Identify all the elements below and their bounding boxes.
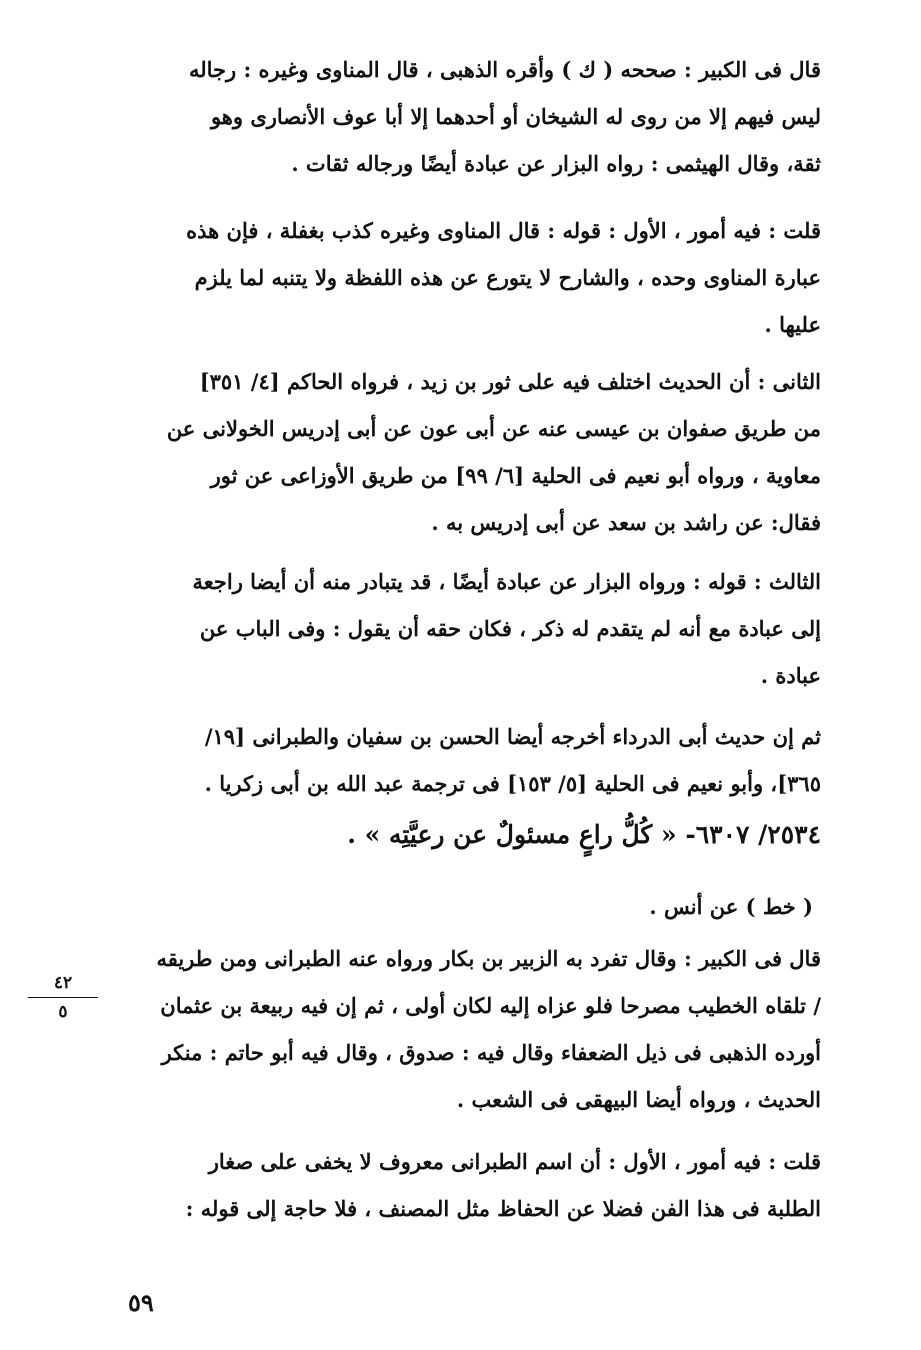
text-line: الطلبة فى هذا الفن فضلا عن الحفاظ مثل المصنف ، فلا حاجة إلى قوله :: [185, 1196, 821, 1221]
page-number: ٥٩: [128, 1288, 154, 1317]
margin-reference-top: ٤٢: [53, 973, 73, 993]
text-line: ( خط ) عن أنس .: [649, 894, 813, 919]
text-line: قال فى الكبير : وقال تفرد به الزبير بن بكار ورواه عنه الطبرانى ومن طريقه: [156, 946, 821, 971]
text-line: الثانى : أن الحديث اختلف فيه على ثور بن زيد ، فرواه الحاكم [٤/ ٣٥١]: [199, 369, 821, 394]
text-line: عبارة المناوى وحده ، والشارح لا يتورع عن هذه اللفظة ولا يتنبه لما يلزم: [194, 265, 821, 290]
paragraph-qult-umur: [95, 207, 821, 348]
text-line: ليس فيهم إلا من روى له الشيخان أو أحدهما إلا أبا عوف الأنصارى وهو: [210, 104, 821, 129]
paragraph-kabir-tafarrud: [95, 935, 821, 1123]
paragraph-qult-tabarani: [95, 1138, 821, 1232]
text-line: إلى عبادة مع أنه لم يتقدم له ذكر ، فكان حقه أن يقول : وفى الباب عن: [199, 616, 821, 641]
text-line: / تلقاه الخطيب مصرحا فلو عزاه إليه لكان أولى ، ثم إن فيه ربيعة بن عثمان: [160, 993, 821, 1018]
text-line: الحديث ، ورواه أيضا البيهقى فى الشعب .: [456, 1087, 821, 1112]
paragraph-thani: [95, 358, 821, 546]
text-line: ثم إن حديث أبى الدرداء أخرجه أيضا الحسن بن سفيان والطبرانى [١٩/: [204, 724, 821, 749]
text-line: أورده الذهبى فى ذيل الضعفاء وقال فيه : صدوق ، وقال فيه أبو حاتم : منكر: [161, 1040, 821, 1065]
text-line: ٣٦٥]، وأبو نعيم فى الحلية [٥/ ١٥٣] فى ترجمة عبد الله بن أبى زكريا .: [204, 771, 821, 796]
paragraph-source: [95, 883, 821, 930]
text-line: فقال: عن راشد بن سعد عن أبى إدريس به .: [431, 510, 821, 535]
text-line: عليها .: [764, 312, 821, 337]
paragraph-abi-darda: [95, 713, 821, 807]
hadith-heading: ٢٥٣٤/ ٦٣٠٧- « كُلُّ راعٍ مسئولٌ عن رعيَّتِه » .: [347, 820, 821, 849]
text-line: من طريق صفوان بن عيسى عنه عن أبى عون عن أبى إدريس الخولانى عن: [166, 416, 821, 441]
margin-reference: [28, 972, 98, 1023]
margin-rule: [28, 997, 98, 998]
text-line: ثقة، وقال الهيثمى : رواه البزار عن عبادة أيضًا ورجاله ثقات .: [291, 151, 821, 176]
margin-reference-bottom: ٥: [58, 1002, 68, 1022]
text-line: معاوية ، ورواه أبو نعيم فى الحلية [٦/ ٩٩] من طريق الأوزاعى عن ثور: [210, 463, 821, 488]
text-line: قال فى الكبير : صححه ( ك ) وأقره الذهبى ، قال المناوى وغيره : رجاله: [188, 57, 821, 82]
paragraph-kabir-sahih: [95, 46, 821, 187]
paragraph-thalith: [95, 558, 821, 699]
text-line: عبادة .: [760, 663, 821, 688]
text-line: قلت : فيه أمور ، الأول : أن اسم الطبرانى معروف لا يخفى على صغار: [208, 1149, 821, 1174]
text-line: قلت : فيه أمور ، الأول : قوله : قال المناوى وغيره كذب بغفلة ، فإن هذه: [186, 218, 821, 243]
text-line: الثالث : قوله : ورواه البزار عن عبادة أيضًا ، قد يتبادر منه أن أيضا راجعة: [192, 569, 821, 594]
